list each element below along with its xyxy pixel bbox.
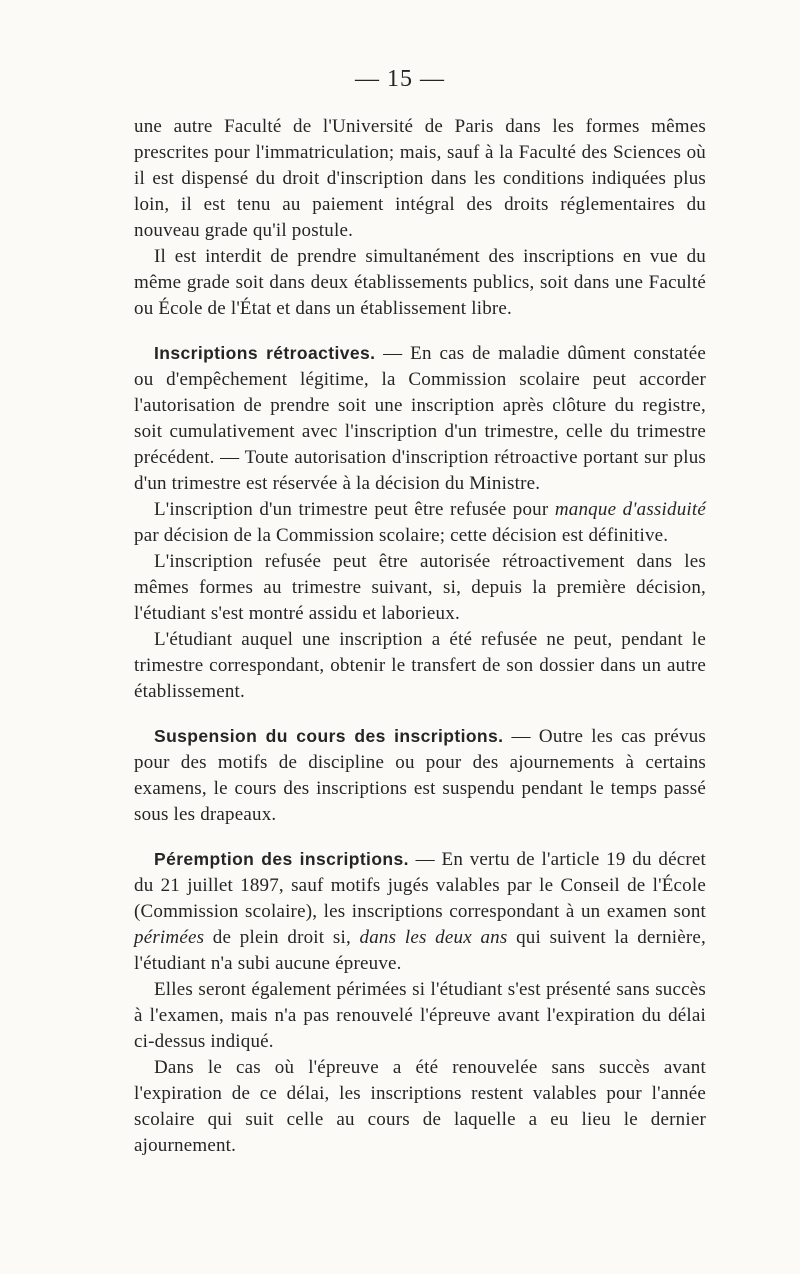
section-heading-retroactive: Inscriptions rétroactives. (154, 343, 376, 363)
section-heading-peremption: Péremption des inscriptions. (154, 849, 409, 869)
emphasis-deux-ans: dans les deux ans (359, 927, 508, 948)
paragraph-refused-start: L'inscription d'un trimestre peut être refusée pour (154, 499, 555, 520)
section-text-peremption-a: — En vertu de l'article 19 du décret du 21 juillet 1897, sauf motifs jugés valables par le Conseil de l'École (Commission scolaire), les inscriptions correspondant à un examen sont (134, 849, 706, 922)
section-retroactive (134, 340, 706, 497)
paragraph-simultaneous: Il est interdit de prendre simultanément des inscriptions en vue du même grade soit dans deux établissements publics, soit dans une Faculté ou École de l'État et dans un établissement libre. (134, 246, 706, 319)
paragraph-renewed: Dans le cas où l'épreuve a été renouvelée sans succès avant l'expiration de ce délai, les inscriptions restent valables pour l'année scolaire qui suit celle au cours de laquelle a eu lieu le dernier ajournement. (134, 1057, 706, 1156)
paragraph-also-expired: Elles seront également périmées si l'étudiant s'est présenté sans succès à l'examen, mais n'a pas renouvelé l'épreuve avant l'expiration du délai ci-dessus indiqué. (134, 979, 706, 1052)
section-text-suspension: — Outre les cas prévus pour des motifs de discipline ou pour des ajournements à certains examens, le cours des inscriptions est suspendu pendant le temps passé sous les drapeaux. (134, 726, 706, 825)
paragraph-transfer: L'étudiant auquel une inscription a été refusée ne peut, pendant le trimestre correspondant, obtenir le transfert de son dossier dans un autre établissement. (134, 629, 706, 702)
section-text-peremption-b: de plein droit si, (204, 927, 360, 948)
section-peremption (134, 846, 706, 977)
page-body (134, 114, 706, 1159)
section-text-peremption-c: qui suivent la dernière, l'étudiant n'a subi aucune épreuve. (134, 927, 707, 974)
section-text-retroactive: — En cas de maladie dûment constatée ou d'empêchement légitime, la Commission scolaire peut accorder l'autorisation de prendre soit une inscription après clôture du registre, soit cumulativement avec l'inscription d'un trimestre, celle du trimestre précédent. — Toute autorisation d'inscription rétroactive portant sur plus d'un trimestre est réservée à la décision du Ministre. (134, 343, 706, 494)
emphasis-manque: manque d'assiduité (554, 499, 706, 520)
paragraph-continuation: une autre Faculté de l'Université de Paris dans les formes mêmes prescrites pour l'immatriculation; mais, sauf à la Faculté des Sciences où il est dispensé du droit d'inscription dans les conditions indiquées plus loin, il est tenu au paiement intégral des droits réglementaires du nouveau grade qu'il postule. (134, 116, 706, 241)
section-suspension (134, 723, 706, 828)
paragraph-refused-retroactive: L'inscription refusée peut être autorisée rétroactivement dans les mêmes formes au trimestre suivant, si, depuis la première décision, l'étudiant s'est montré assidu et laborieux. (134, 551, 706, 624)
paragraph-refused-end: par décision de la Commission scolaire; cette décision est définitive. (134, 525, 669, 546)
section-heading-suspension: Suspension du cours des inscriptions. (154, 726, 504, 746)
emphasis-perimees: périmées (134, 927, 205, 948)
paragraph-refused (134, 497, 706, 549)
page-number: — 15 — (355, 66, 445, 92)
